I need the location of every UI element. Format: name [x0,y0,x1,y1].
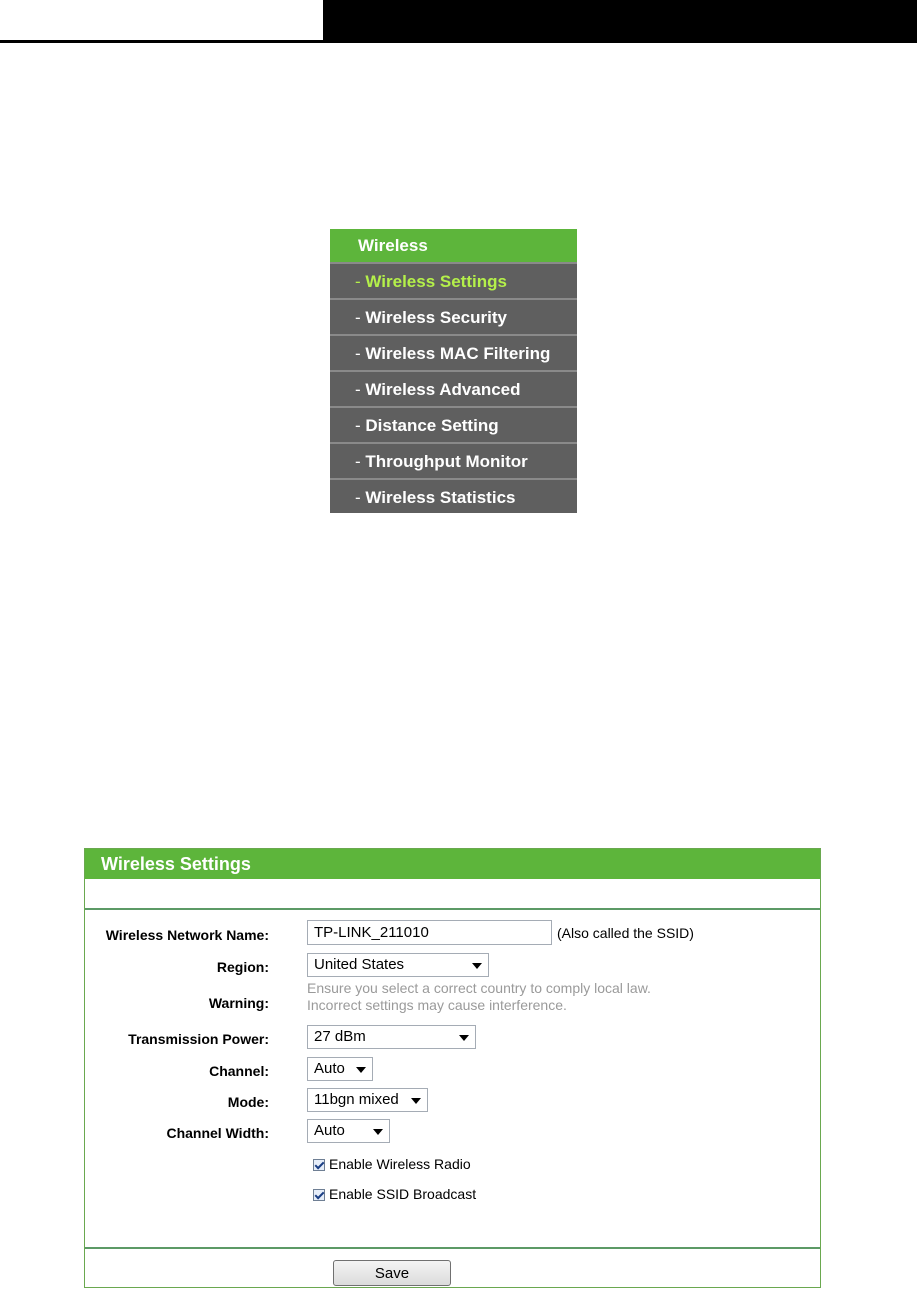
menu-item-label: Distance Setting [365,416,499,435]
wireless-menu [330,229,577,513]
menu-item-label: Wireless Security [365,308,507,327]
mode-label: Mode: [227,1094,269,1110]
enable-wireless-radio-label: Enable Wireless Radio [329,1156,471,1172]
menu-item-wireless-advanced[interactable]: - Wireless Advanced [330,370,577,406]
ssid-input[interactable] [307,920,552,945]
channel-select[interactable] [307,1057,373,1081]
menu-item-label: Throughput Monitor [365,452,528,471]
mode-value: 11bgn mixed [314,1091,399,1108]
channel-width-value: Auto [314,1122,345,1139]
chevron-down-icon [459,1035,469,1041]
chevron-down-icon [411,1098,421,1104]
power-select[interactable] [307,1025,476,1049]
menu-header[interactable]: Wireless [330,229,577,262]
menu-item-label: Wireless Advanced [365,380,521,399]
power-value: 27 dBm [314,1028,366,1045]
enable-ssid-broadcast-label: Enable SSID Broadcast [329,1186,477,1202]
chevron-down-icon [356,1067,366,1073]
divider [85,1247,820,1249]
wireless-settings-panel [84,848,821,1288]
panel-title: Wireless Settings [85,849,820,879]
header-bar [323,0,917,42]
menu-item-wireless-settings[interactable]: - Wireless Settings [330,262,577,298]
save-button[interactable]: Save [333,1260,451,1286]
mode-select[interactable] [307,1088,428,1112]
power-label: Transmission Power: [128,1031,269,1047]
warning-line-1: Ensure you select a correct country to comply local law. [307,980,651,996]
channel-width-label: Channel Width: [166,1125,269,1141]
region-label: Region: [216,959,269,975]
channel-value: Auto [314,1060,345,1077]
checkbox-checked-icon[interactable] [313,1189,325,1201]
menu-item-label: Wireless Statistics [365,488,516,507]
warning-line-2: Incorrect settings may cause interference. [307,997,567,1013]
chevron-down-icon [472,963,482,969]
region-select[interactable] [307,953,489,977]
menu-item-wireless-statistics[interactable]: - Wireless Statistics [330,478,577,513]
enable-ssid-broadcast-checkbox[interactable] [313,1186,476,1202]
region-value: United States [314,956,405,973]
menu-item-distance-setting[interactable]: - Distance Setting [330,406,577,442]
enable-wireless-radio-checkbox[interactable] [313,1156,471,1172]
chevron-down-icon [373,1129,383,1135]
menu-item-wireless-mac-filtering[interactable]: - Wireless MAC Filtering [330,334,577,370]
warning-label: Warning: [208,995,269,1011]
channel-label: Channel: [209,1063,269,1079]
menu-item-throughput-monitor[interactable]: - Throughput Monitor [330,442,577,478]
ssid-label: Wireless Network Name: [105,927,269,943]
divider [85,908,820,910]
menu-item-label: Wireless MAC Filtering [365,344,551,363]
menu-item-wireless-security[interactable]: - Wireless Security [330,298,577,334]
menu-item-label: Wireless Settings [365,272,507,291]
channel-width-select[interactable] [307,1119,390,1143]
header-rule [0,40,917,43]
ssid-note: (Also called the SSID) [557,925,694,941]
checkbox-checked-icon[interactable] [313,1159,325,1171]
